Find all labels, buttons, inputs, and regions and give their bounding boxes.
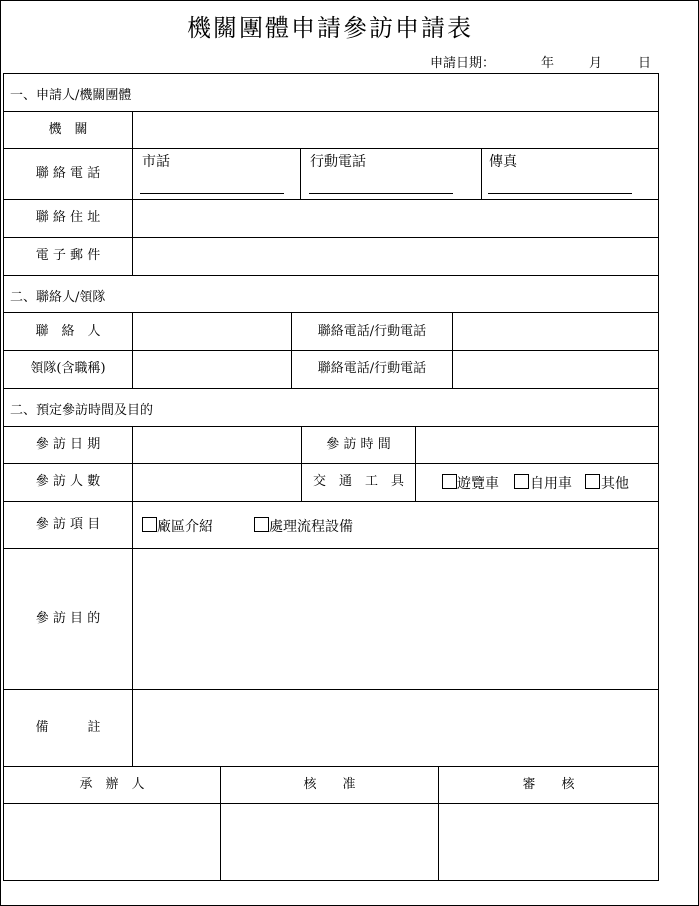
visit-time-label: 參 訪 時 間 <box>326 437 391 452</box>
rule <box>3 350 659 351</box>
visit-date-label: 參 訪 日 期 <box>35 437 101 452</box>
item-plant-intro-checkbox[interactable] <box>142 517 157 532</box>
rule <box>3 426 659 427</box>
fax-label: 傳真 <box>489 154 517 170</box>
rule <box>3 148 659 149</box>
transport-car-checkbox[interactable] <box>514 474 529 489</box>
form-title: 機關團體申請參訪申請表 <box>187 14 473 42</box>
rule <box>3 275 659 276</box>
rule <box>3 463 659 464</box>
remarks-label: 備 註 <box>35 720 101 735</box>
item-process-equipment-checkbox[interactable] <box>254 517 269 532</box>
org-label: 機 關 <box>48 122 88 137</box>
rule <box>132 111 133 275</box>
contact-phone-label: 聯絡電話/行動電話 <box>317 324 427 339</box>
leader-label: 領隊(含職稱) <box>30 361 106 376</box>
rule <box>3 689 659 690</box>
rule <box>3 548 659 549</box>
rule <box>132 312 133 388</box>
apply-date-day: 日 <box>638 56 652 71</box>
contact-field[interactable] <box>134 314 290 349</box>
rule <box>3 501 659 502</box>
email-field[interactable] <box>134 239 656 273</box>
handler-label: 承 辦 人 <box>79 777 145 792</box>
rule <box>452 312 453 388</box>
apply-date-label: 申請日期： <box>430 56 496 71</box>
leader-phone-label: 聯絡電話/行動電話 <box>317 361 427 376</box>
rule <box>132 426 133 766</box>
rule <box>481 148 482 199</box>
approve-signature-box[interactable] <box>222 805 437 879</box>
transport-bus-checkbox[interactable] <box>442 474 457 489</box>
rule <box>3 880 659 881</box>
item-plant-intro-label: 廠區介紹 <box>157 519 213 535</box>
leader-field[interactable] <box>134 352 290 387</box>
transport-bus-label: 遊覽車 <box>457 476 499 492</box>
rule <box>3 803 659 804</box>
rule <box>3 237 659 238</box>
visitors-field[interactable] <box>134 465 300 500</box>
remarks-field[interactable] <box>134 691 656 765</box>
visit-time-field[interactable] <box>417 428 657 462</box>
mobile-field[interactable] <box>309 193 453 194</box>
rule <box>3 73 659 74</box>
rule <box>3 388 659 389</box>
phone-label: 聯 絡 電 話 <box>35 166 101 181</box>
address-field[interactable] <box>134 201 656 235</box>
transport-other-label: 其他 <box>601 476 629 492</box>
review-label: 審 核 <box>522 777 575 792</box>
org-field[interactable] <box>134 113 656 147</box>
rule <box>658 73 659 881</box>
address-label: 聯 絡 住 址 <box>35 210 101 225</box>
approve-label: 核 准 <box>303 777 356 792</box>
contact-phone-field[interactable] <box>454 314 656 349</box>
transport-other-checkbox[interactable] <box>585 474 600 489</box>
review-signature-box[interactable] <box>440 805 657 879</box>
section-heading-applicant: 一、申請人/機關團體 <box>10 88 132 103</box>
handler-signature-box[interactable] <box>4 805 219 879</box>
rule <box>3 766 659 767</box>
landline-label: 市話 <box>142 154 170 170</box>
transport-label: 交 通 工 具 <box>312 474 404 489</box>
item-process-equipment-label: 處理流程設備 <box>269 519 353 535</box>
visit-date-field[interactable] <box>134 428 300 462</box>
contact-label: 聯 絡 人 <box>35 324 101 339</box>
section-heading-visit: 二、預定參訪時間及目的 <box>10 403 154 418</box>
transport-car-label: 自用車 <box>530 476 572 492</box>
rule <box>3 111 659 112</box>
mobile-label: 行動電話 <box>310 154 366 170</box>
rule <box>415 426 416 501</box>
apply-date-year: 年 <box>541 56 555 71</box>
rule <box>3 199 659 200</box>
landline-field[interactable] <box>140 193 284 194</box>
section-heading-contact: 二、聯絡人/領隊 <box>10 290 106 305</box>
purpose-label: 參 訪 目 的 <box>35 611 101 626</box>
apply-date-month: 月 <box>589 56 603 71</box>
items-label: 參 訪 項 目 <box>35 517 101 532</box>
leader-phone-field[interactable] <box>454 352 656 387</box>
email-label: 電 子 郵 件 <box>35 248 101 263</box>
rule <box>3 312 659 313</box>
fax-field[interactable] <box>488 193 632 194</box>
visitors-label: 參 訪 人 數 <box>35 474 101 489</box>
purpose-field[interactable] <box>134 550 656 688</box>
rule <box>300 148 301 199</box>
